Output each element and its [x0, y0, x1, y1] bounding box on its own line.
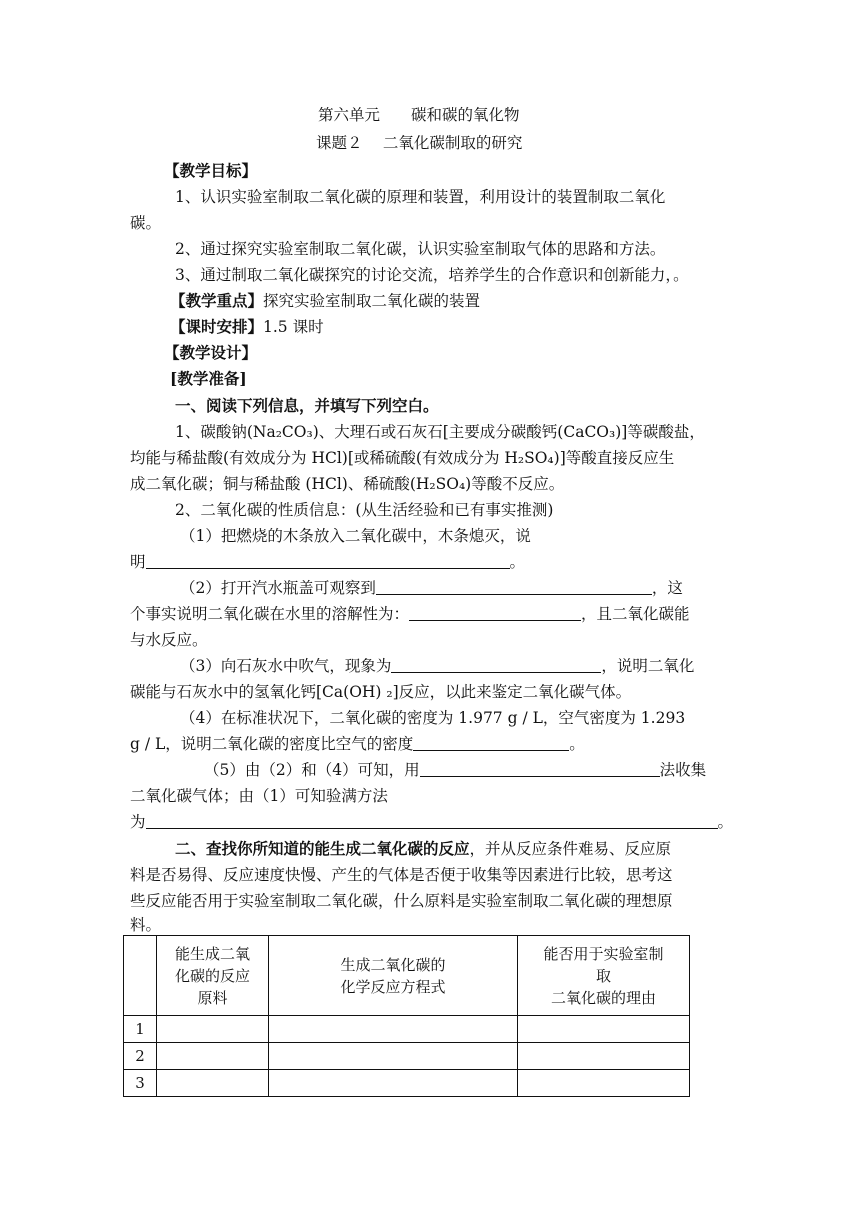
question-5-prefix: （5）由（2）和（4）可知，用 [204, 761, 420, 779]
question-2-line-2 [130, 603, 690, 625]
question-4-line-2 [130, 733, 585, 755]
objective-2: 2、通过探究实验室制取二氧化碳，认识实验室制取气体的思路和方法。 [175, 240, 666, 258]
header-col1-line-1: 能生成二氧 [174, 944, 250, 963]
question-5-line-2: 二氧化碳气体；由（1）可知验满方法 [130, 787, 388, 805]
row-2-reason-cell[interactable] [518, 1043, 690, 1070]
table-header-reason [518, 936, 690, 1016]
question-3-prefix: （3）向石灰水中吹气，现象为 [180, 657, 392, 675]
table-row [124, 1043, 690, 1070]
answer-blank-4[interactable] [413, 734, 569, 751]
answer-blank-3[interactable] [391, 656, 601, 673]
question-2-line-3: 与水反应。 [130, 631, 208, 649]
row-1-equation-cell[interactable] [269, 1016, 518, 1043]
question-5-line-3-prefix: 为 [130, 813, 146, 831]
section-2-line-2: 料是否易得、反应速度快慢、产生的气体是否便于收集等因素进行比较，思考这 [130, 866, 673, 884]
table-header-row [124, 936, 690, 1016]
table-header-raw-materials [157, 936, 269, 1016]
row-3-reason-cell[interactable] [518, 1070, 690, 1097]
objective-1-line-2: 碳。 [130, 214, 162, 232]
teaching-focus-label: 【教学重点】 [170, 291, 264, 310]
teaching-focus-text: 探究实验室制取二氧化碳的装置 [263, 292, 481, 310]
question-5-line-1 [204, 759, 706, 781]
class-schedule-label: 【课时安排】 [170, 317, 264, 336]
question-4-line-1: （4）在标准状况下，二氧化碳的密度为 1.977 g / L，空气密度为 1.293 [180, 709, 686, 727]
objective-1-line-1: 1、认识实验室制取二氧化碳的原理和装置，利用设计的装置制取二氧化 [175, 188, 666, 206]
question-5-line-3-suffix: 。 [717, 813, 734, 831]
class-schedule-text: 1.5 课时 [263, 318, 324, 336]
row-2-raw-materials-cell[interactable] [157, 1043, 269, 1070]
section-2-line-4: 料。 [130, 916, 162, 934]
objectives-heading: 【教学目标】 [164, 161, 258, 180]
row-2-equation-cell[interactable] [269, 1043, 518, 1070]
row-2-index: 2 [124, 1043, 157, 1070]
table-row [124, 1016, 690, 1043]
section-1-p1-line-2: 均能与稀盐酸(有效成分为 HCl)[或稀硫酸(有效成分为 H₂SO₄)]等酸直接反应生 [130, 449, 675, 467]
section-2-line-1 [175, 838, 671, 860]
question-3-suffix: ，说明二氧化 [601, 657, 695, 675]
lesson-title: 课题２ 二氧化碳制取的研究 [316, 134, 523, 152]
header-col3-line-1: 能否用于实验室制 [543, 944, 664, 963]
objective-3: 3、通过制取二氧化碳探究的讨论交流，培养学生的合作意识和创新能力，。 [175, 266, 689, 284]
prep-heading: [教学准备] [170, 369, 247, 388]
section-1-p2: 2、二氧化碳的性质信息：(从生活经验和已有事实推测) [175, 501, 554, 519]
answer-blank-1[interactable] [146, 552, 510, 569]
header-col2-line-1: 生成二氧化碳的 [340, 955, 446, 974]
header-col2-line-2: 化学反应方程式 [340, 977, 446, 996]
header-col1-line-2: 化碳的反应 [174, 966, 250, 985]
question-2-prefix: （2）打开汽水瓶盖可观察到 [180, 579, 376, 597]
question-1-prefix: 明 [130, 553, 146, 571]
answer-blank-2b[interactable] [409, 604, 581, 621]
header-col1-line-3: 原料 [197, 988, 228, 1007]
section-2-line-3: 些反应能否用于实验室制取二氧化碳，什么原料是实验室制取二氧化碳的理想原 [130, 892, 673, 910]
table-header-index [124, 936, 157, 1016]
class-schedule [170, 316, 324, 338]
table-row [124, 1070, 690, 1097]
answer-blank-5b[interactable] [146, 812, 718, 829]
design-heading: 【教学设计】 [164, 343, 258, 362]
section-1-p1-line-1: 1、碳酸钠(Na₂CO₃)、大理石或石灰石[主要成分碳酸钙(CaCO₃)]等碳酸盐， [175, 423, 705, 441]
question-2-line-1 [180, 577, 683, 599]
header-col3-line-3: 二氧化碳的理由 [550, 988, 656, 1007]
question-1-suffix: 。 [509, 553, 526, 571]
row-3-equation-cell[interactable] [269, 1070, 518, 1097]
question-4-suffix: 。 [569, 735, 585, 753]
question-5-suffix: 法收集 [659, 761, 707, 779]
question-2-line-2-prefix: 个事实说明二氧化碳在水里的溶解性为： [130, 605, 410, 623]
section-2-line-1-rest: ，并从反应条件难易、反应原 [469, 840, 672, 858]
answer-blank-2a[interactable] [376, 578, 652, 595]
question-2-suffix: ，这 [651, 579, 683, 597]
question-2-line-2-suffix: ，且二氧化碳能 [581, 605, 690, 623]
teaching-focus [170, 290, 480, 312]
header-col3-line-2: 取 [595, 966, 611, 985]
row-1-index: 1 [124, 1016, 157, 1043]
row-1-reason-cell[interactable] [518, 1016, 690, 1043]
row-3-index: 3 [124, 1070, 157, 1097]
answer-blank-5a[interactable] [420, 760, 660, 777]
row-1-raw-materials-cell[interactable] [157, 1016, 269, 1043]
question-3-line-1 [180, 655, 694, 677]
section-1-p1-line-3: 成二氧化碳；铜与稀盐酸 (HCl)、稀硫酸(H₂SO₄)等酸不反应。 [130, 475, 565, 493]
question-4-prefix: g / L，说明二氧化碳的密度比空气的密度 [130, 735, 414, 753]
question-3-line-2: 碳能与石灰水中的氢氧化钙[Ca(OH) ₂]反应，以此来鉴定二氧化碳气体。 [130, 683, 632, 701]
question-1-line-2 [130, 551, 525, 573]
question-5-line-3 [130, 811, 733, 833]
table-header-equation [269, 936, 518, 1016]
section-2-heading: 二、查找你所知道的能生成二氧化碳的反应 [175, 839, 470, 858]
unit-title: 第六单元 碳和碳的氧化物 [318, 106, 520, 124]
section-1-heading: 一、阅读下列信息，并填写下列空白。 [175, 396, 439, 415]
row-3-raw-materials-cell[interactable] [157, 1070, 269, 1097]
reaction-table [123, 935, 690, 1097]
question-1-line-1: （1）把燃烧的木条放入二氧化碳中，木条熄灭，说 [180, 527, 531, 545]
